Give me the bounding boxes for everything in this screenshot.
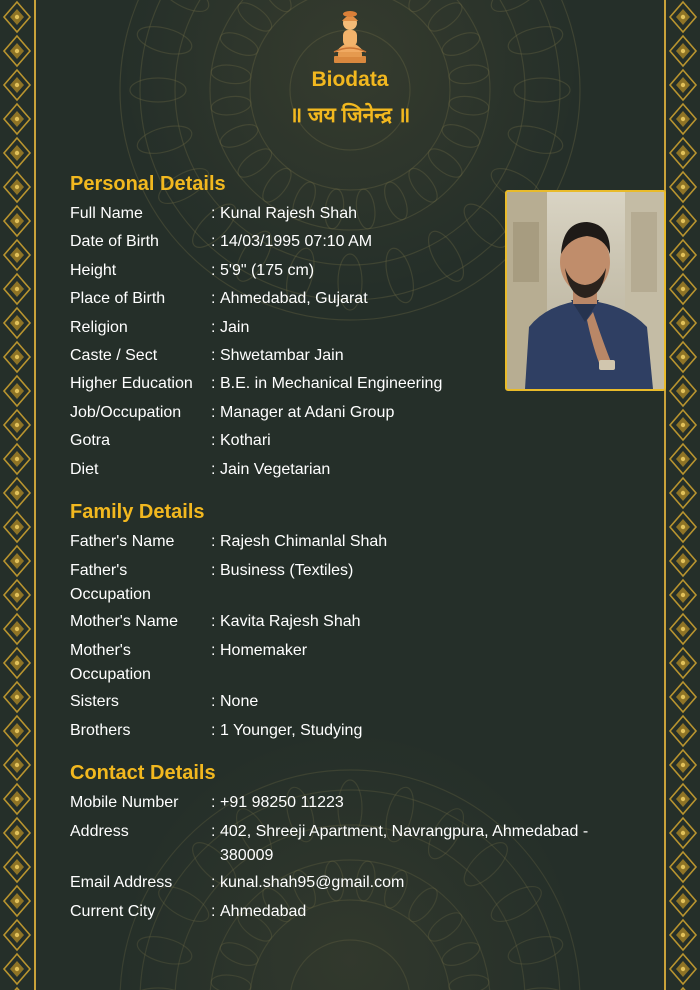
detail-label: Mobile Number — [70, 794, 179, 811]
left-ornamental-border — [0, 0, 34, 990]
profile-photo — [505, 190, 666, 391]
detail-value: Homemaker — [220, 642, 308, 659]
detail-label: Date of Birth — [70, 233, 159, 250]
detail-value: kunal.shah95@gmail.com — [220, 874, 405, 891]
detail-label: Father's Occupation — [70, 562, 151, 603]
detail-value: None — [220, 693, 259, 710]
personal-details-heading: Personal Details — [70, 173, 226, 195]
page-title: Biodata — [311, 68, 389, 91]
right-ornamental-border — [666, 0, 700, 990]
detail-label: Higher Education — [70, 375, 193, 392]
detail-value: Kothari — [220, 432, 271, 449]
detail-value: Ahmedabad, Gujarat — [220, 290, 368, 307]
detail-value: Jain — [220, 319, 250, 336]
detail-value: 402, Shreeji Apartment, Navrangpura, Ahmedabad - 380009 — [220, 823, 589, 864]
detail-value: 1 Younger, Studying — [220, 722, 363, 739]
detail-label: Father's Name — [70, 533, 175, 550]
detail-value: 14/03/1995 07:10 AM — [220, 233, 373, 250]
detail-label: Email Address — [70, 874, 173, 891]
detail-label: Job/Occupation — [70, 404, 182, 421]
page-subtitle: ॥ जय जिनेन्द्र ॥ — [289, 104, 411, 127]
detail-label: Mother's Occupation — [70, 642, 151, 683]
detail-label: Height — [70, 262, 117, 279]
detail-label: Current City — [70, 903, 156, 920]
biodata-page: Biodata ॥ जय जिनेन्द्र ॥ Personal Details Full Name : Kunal Rajesh Shah Date of Birth : 14/03/1995 07:10 AM Height : 5'9" (175 cm) Place of Birth : Ahmedabad, Gujarat Religion : Jain Caste / Sect : Shwetambar Jain Higher Education : B.E. in Mechanical Engineering Job/Occupation : Manager at Adani Group Gotra : Kothari Diet : Jain Vegetarian Family Details Father's Name : Rajesh Chimanlal Shah Father's Occupation : Business (Textiles) Mother's Name : Kavita Rajesh Shah Mother's Occupation : Homemaker Sisters : None Brothers : 1 Younger, Studying Contact Details Mobile Number : +91 98250 11223 Address : 402, Shreeji Apartment, Navrangpura, Ahmedabad - 380009 Email Address : kunal.shah95@gmail.com Current City : Ahmedabad — [0, 0, 700, 990]
jain-idol-icon — [328, 8, 372, 64]
detail-value: Business (Textiles) — [220, 562, 354, 579]
detail-label: Full Name — [70, 205, 143, 222]
detail-label: Address — [70, 823, 129, 840]
contact-details-heading: Contact Details — [70, 762, 216, 784]
detail-value: Rajesh Chimanlal Shah — [220, 533, 388, 550]
detail-value: 5'9" (175 cm) — [220, 262, 315, 279]
detail-value: B.E. in Mechanical Engineering — [220, 375, 443, 392]
detail-label: Diet — [70, 461, 99, 478]
detail-label: Caste / Sect — [70, 347, 158, 364]
detail-value: Shwetambar Jain — [220, 347, 344, 364]
detail-value: Manager at Adani Group — [220, 404, 395, 421]
detail-label: Mother's Name — [70, 613, 178, 630]
detail-label: Religion — [70, 319, 128, 336]
left-border-line — [34, 0, 36, 990]
detail-value: Ahmedabad — [220, 903, 307, 920]
detail-value: Kunal Rajesh Shah — [220, 205, 357, 222]
detail-label: Place of Birth — [70, 290, 166, 307]
family-details-heading: Family Details — [70, 501, 205, 523]
detail-label: Gotra — [70, 432, 111, 449]
right-border-line — [664, 0, 666, 990]
detail-label: Brothers — [70, 722, 131, 739]
detail-value: +91 98250 11223 — [220, 794, 344, 811]
detail-value: Kavita Rajesh Shah — [220, 613, 361, 630]
detail-label: Sisters — [70, 693, 119, 710]
detail-value: Jain Vegetarian — [220, 461, 331, 478]
